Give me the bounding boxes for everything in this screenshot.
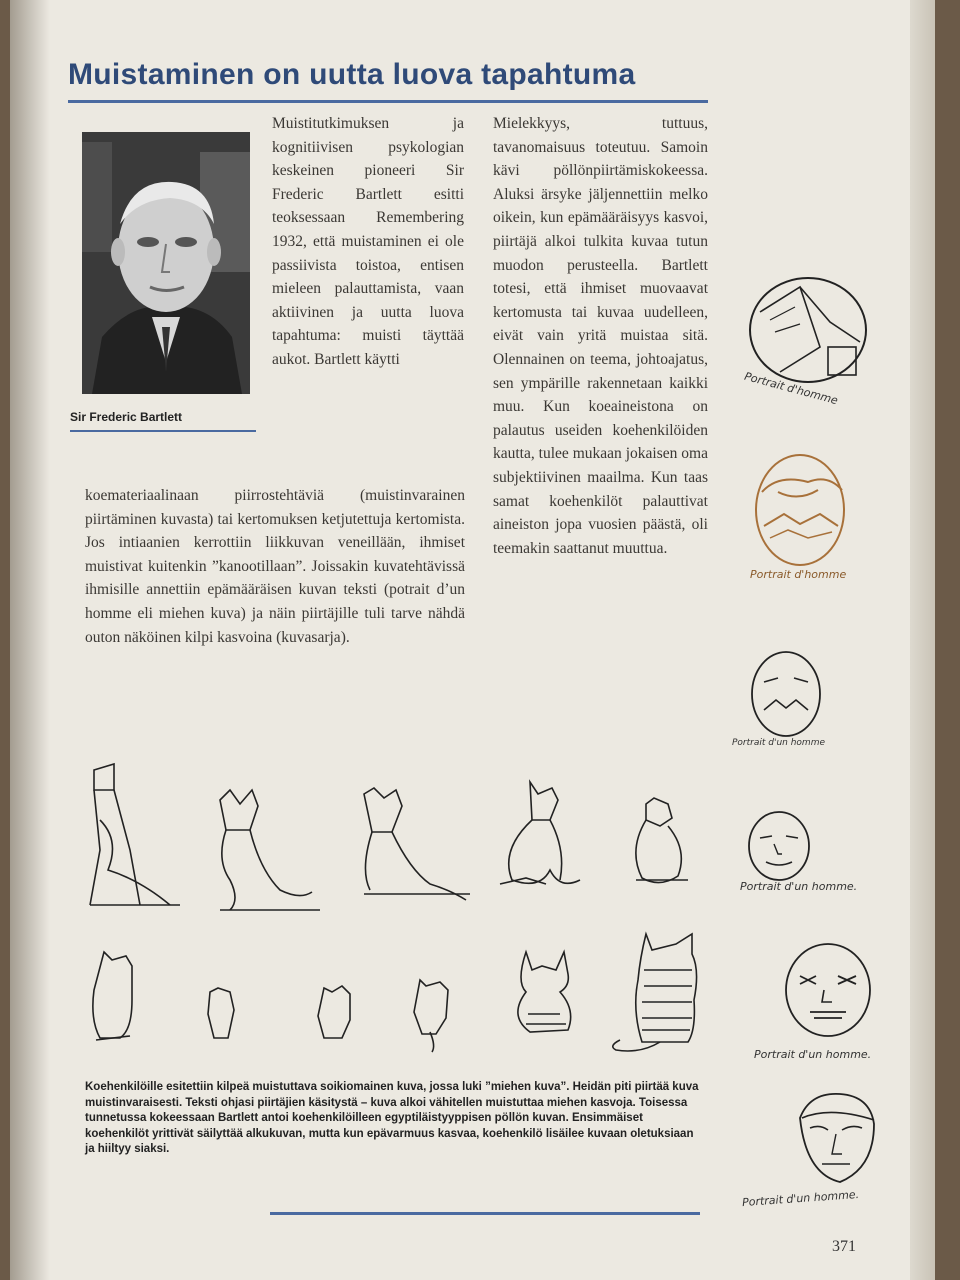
owl-sketch-4	[500, 782, 580, 884]
cat-sketch-4	[414, 980, 448, 1052]
owl-sketch-3	[364, 788, 470, 900]
owl-sketch-2	[220, 790, 320, 910]
page-number: 371	[832, 1238, 856, 1255]
cat-sketch-6	[613, 934, 697, 1051]
heading-rule	[68, 100, 708, 103]
sketch-label-3: Portrait d'un homme	[732, 738, 826, 748]
owl-sketch-5	[636, 798, 688, 883]
face-sketch-5	[778, 940, 878, 1040]
sketch-label-6: Portrait d'un homme.	[741, 1187, 860, 1210]
owl-sketch-1	[90, 764, 180, 905]
portrait-photo	[82, 132, 250, 394]
body-column-1-bottom: koemateriaalinaan piirrostehtäviä (muistinvarainen piirtäminen kuvasta) tai kertomuksen ketjutettuja kertomista. Jos intiaanien kerrottiin liikkuvan veneillään, ihmiset muistivat kuitenkin ”kanootillaan”. Joissakin kuvatehtävissä ihmisille annettiin epämääräisen kuvan teksti (potrait d’un homme eli miehen kuva) ja näin piirtäjille tuli tarve nähdä outon näköinen kilpi kasvoina (kuvasarja).	[85, 487, 465, 646]
cat-sketch-5	[518, 952, 571, 1032]
photo-caption: Sir Frederic Bartlett	[70, 410, 183, 424]
face-sketch-6	[790, 1088, 880, 1188]
body-column-1-top: Muistitutkimuksen ja kognitiivisen psykologian keskeinen pioneeri Sir Frederic Bartlett esitti teoksessaan Remembering 1932, että muistaminen ei ole passiivista toistoa, entisen mieleen palauttamista, vaan aktiivinen ja uutta luova tapahtuma: muisti täyttää aukot. Bartlett käytti	[272, 115, 464, 368]
figure-caption-rule	[270, 1212, 700, 1215]
sketch-label-1: Portrait d'homme	[742, 369, 840, 408]
cat-sketch-3	[318, 986, 350, 1038]
body-column-2: Mielekkyys, tuttuus, tavanomaisuus toteutuu. Samoin kävi pöllönpiirtämiskokeessa. Aluksi ärsyke jäljennettiin melko oikein, kun epämääräisyys kasvoi, piirtäjä alkoi tulkita kuvaa tutun muodon perusteella. Bartlett totesi, että ihmiset muovaavat kertomusta tai kuvaa uudelleen, eivät vain yritä muistaa sitä. Olennainen on teema, johtoajatus, sen ympärille rakennetaan kaikki muu. Kun koeaineistona on palautus useiden koehenkilöiden kautta, tulee mukaan jokaisen oma subjektiivinen maailma. Kun taas samat koehenkilöt palauttivat aineiston jopa vuosien päästä, oli teemakin saattanut muuttua.	[493, 115, 708, 557]
page-edge	[910, 0, 935, 1280]
figure-caption: Koehenkilöille esitettiin kilpeä muistuttava soikiomainen kuva, jossa luki ”miehen kuva”. Heidän piti piirtää kuva muistinvaraisesti. Teksti ohjasi piirtäjien käsitystä – kuva alkoi vähitellen muistuttaa miehen kasvoja. Toisessa tunnetussa kokeessaan Bartlett antoi koehenkilöilleen egyptiläistyyppisen pöllön kuvan. Ensimmäiset koehenkilöt yrittivät säilyttää alkukuvan, mutta kun epävarmuus kasvaa, koehenkilö lisäilee kuvaan oletuksiaan ja hiiltyy siaksi.	[85, 1081, 699, 1155]
sketch-label-2: Portrait d'homme	[750, 568, 847, 581]
cat-sketch-2	[208, 988, 234, 1038]
book-page	[10, 0, 935, 1280]
cat-sketch-1	[93, 952, 132, 1040]
owl-sequence-row-1	[80, 760, 720, 920]
caption-rule	[70, 430, 256, 432]
gutter-shadow	[10, 0, 50, 1280]
face-sketch-4	[744, 808, 814, 888]
sketch-label-4: Portrait d'un homme.	[740, 880, 858, 893]
sketch-label-5: Portrait d'un homme.	[754, 1048, 872, 1061]
owl-sequence-row-2	[80, 930, 720, 1060]
portrait-photo-drawing	[82, 132, 250, 394]
shield-sketch-2	[748, 452, 858, 572]
page-heading: Muistaminen on uutta luova tapahtuma	[68, 58, 636, 91]
face-sketch-3	[746, 650, 826, 740]
